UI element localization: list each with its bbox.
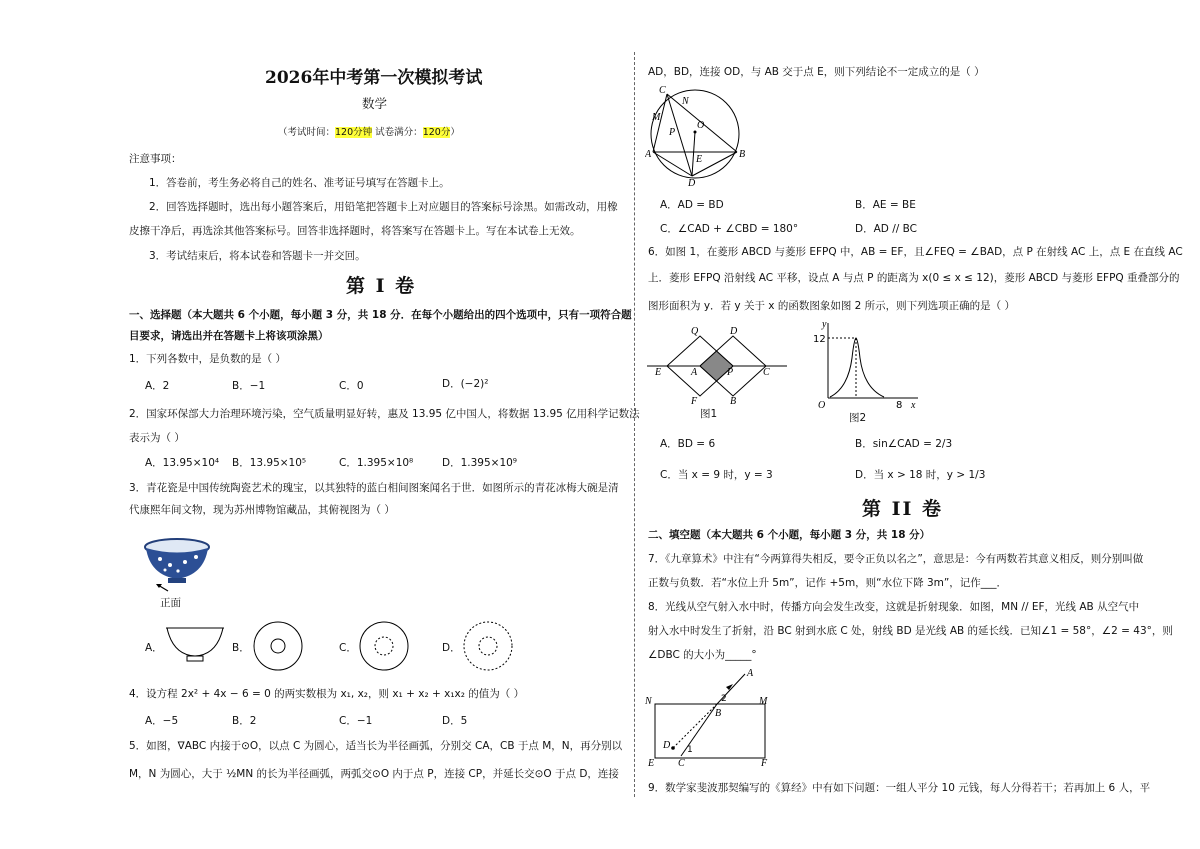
q5-option-a: A．AD = BD [660, 199, 724, 211]
q5-fig-label: E [696, 154, 703, 165]
note-3: 3．考试结束后，将本试卷和答题卡一并交回。 [149, 250, 366, 262]
q9-line1: 9．数学家斐波那契编写的《算经》中有如下问题：一组人平分 10 元钱，每人分得若干；若再加上 6 人，平 [648, 782, 1151, 794]
part2-title: 第 II 卷 [862, 498, 944, 520]
section1-title: 一、选择题（本大题共 6 个小题，每小题 3 分，共 18 分．在每个小题给出的四个选项中，只有一项符合题 [129, 309, 632, 321]
svg-text:B: B [730, 396, 737, 407]
q5-circle-figure [645, 82, 755, 187]
svg-text:12: 12 [813, 334, 826, 345]
note-2-cont: 皮擦干净后，再选涂其他答案标号。回答非选择题时，将答案写在答题卡上。写在本试卷上无效。 [129, 225, 581, 237]
exam-time: 120分钟 [335, 127, 373, 138]
q4-option-d: D．5 [442, 715, 468, 727]
svg-text:F: F [691, 396, 698, 407]
q3-front-label: 正面 [160, 597, 181, 609]
q6-option-a: A．BD = 6 [660, 438, 716, 450]
exam-score: 120分 [422, 127, 451, 138]
svg-text:1: 1 [687, 745, 693, 755]
blue-bowl-image [140, 535, 215, 597]
q7-line1: 7．《九章算术》中注有“今两算得失相反，要令正负以名之”，意思是：今有两数若其意义相反，则分别叫做 [648, 553, 1144, 565]
q5-fig-label: D [688, 178, 696, 187]
q6-line3: 图形面积为 y．若 y 关于 x 的函数图象如图 2 所示，则下列选项正确的是（ ） [648, 300, 1016, 312]
exam-info: （考试时间：120分钟 试卷满分：120分） [278, 127, 460, 138]
q5-fig-label: C [659, 85, 666, 96]
q3-option-a: A． [145, 642, 163, 654]
svg-text:E: E [648, 758, 655, 768]
q5-continued: AD，BD，连接 OD，与 AB 交于点 E，则下列结论不一定成立的是（ ） [648, 66, 985, 78]
svg-text:8: 8 [896, 400, 903, 410]
q1-option-d: D．(−2)² [442, 378, 489, 390]
q6-figure-1 [645, 322, 790, 407]
subject-title: 数学 [362, 96, 388, 111]
q1-stem: 1．下列各数中，是负数的是（ ） [129, 353, 287, 365]
q6-option-d: D．当 x > 18 时，y > 1/3 [855, 469, 986, 481]
q5-option-d: D．AD // BC [855, 223, 917, 235]
q3-stem: 3．青花瓷是中国传统陶瓷艺术的瑰宝，以其独特的蓝白相间图案闻名于世．如图所示的青花冰梅大碗是清 [129, 482, 619, 494]
q5-line2: M，N 为圆心，大于 ½MN 的长为半径画弧，两弧交⊙O 内于点 P，连接 CP，并延长交⊙O 于点 D，连接 [129, 768, 619, 780]
q6-figure-1-caption: 图1 [700, 408, 718, 420]
section1-title-cont: 目要求，请选出并在答题卡上将该项涂黑） [129, 330, 329, 342]
notes-heading: 注意事项： [129, 153, 182, 165]
q1-option-a: A．2 [145, 380, 170, 392]
part1-title: 第 I 卷 [346, 275, 417, 297]
q4-option-a: A．−5 [145, 715, 179, 727]
svg-text:x: x [911, 400, 916, 410]
svg-text:D: D [730, 326, 738, 337]
q1-option-c: C．0 [339, 380, 364, 392]
svg-text:A: A [747, 668, 754, 679]
section2-title: 二、填空题（本大题共 6 个小题，每小题 3 分，共 18 分） [648, 529, 931, 541]
q2-option-d: D．1.395×10⁹ [442, 457, 518, 469]
svg-text:C: C [678, 758, 685, 768]
q4-stem: 4．设方程 2x² + 4x − 6 = 0 的两实数根为 x₁, x₂，则 x₁ + x₂ + x₁x₂ 的值为（ ） [129, 688, 525, 700]
q3-option-d: D． [442, 642, 461, 654]
q6-line2: 上．菱形 EFPQ 沿射线 AC 平移，设点 A 与点 P 的距离为 x(0 ≤ x ≤ 12)，菱形 ABCD 与菱形 EFPQ 重叠部分的 [648, 272, 1180, 284]
q5-option-c: C．∠CAD + ∠CBD = 180° [660, 223, 799, 235]
q5-fig-label: M [652, 112, 661, 123]
svg-text:D: D [663, 740, 671, 751]
note-1: 1．答卷前，考生务必将自己的姓名、准考证号填写在答题卡上。 [149, 177, 450, 189]
q5-fig-label: B [739, 149, 746, 160]
q2-option-b: B．13.95×10⁵ [232, 457, 307, 469]
q2-stem-cont: 表示为（ ） [129, 432, 185, 444]
svg-text:2: 2 [721, 694, 727, 704]
q3-option-c-figure [358, 620, 410, 672]
page-title: 2026年中考第一次模拟考试 [265, 68, 483, 88]
svg-text:N: N [645, 696, 652, 707]
q2-option-a: A．13.95×10⁴ [145, 457, 220, 469]
q5-fig-label: A [645, 149, 652, 160]
q6-option-b: B．sin∠CAD = 2/3 [855, 438, 953, 450]
q7-line2: 正数与负数．若“水位上升 5m”，记作 +5m，则“水位下降 3m”，记作___． [648, 577, 1008, 589]
svg-text:F: F [761, 758, 768, 768]
q8-line2: 射入水中时发生了折射，沿 BC 射到水底 C 处，射线 BD 是光线 AB 的延长线．已知∠1 = 58°，∠2 = 43°，则 [648, 625, 1173, 637]
svg-text:E: E [655, 367, 662, 378]
svg-text:B: B [715, 708, 722, 719]
q8-refraction-figure [645, 668, 775, 768]
q6-figure-2 [808, 318, 923, 410]
q2-option-c: C．1.395×10⁸ [339, 457, 414, 469]
q6-line1: 6．如图 1，在菱形 ABCD 与菱形 EFPQ 中，AB = EF，且∠FEQ = ∠BAD，点 P 在射线 AC 上，点 E 在直线 AC [648, 246, 1183, 258]
svg-text:Q: Q [691, 326, 699, 337]
q3-option-c: C． [339, 642, 357, 654]
note-2: 2．回答选择题时，选出每小题答案后，用铅笔把答题卡上对应题目的答案标号涂黑。如需改动，用橡 [149, 201, 618, 213]
q8-line1: 8．光线从空气射入水中时，传播方向会发生改变，这就是折射现象．如图，MN // EF，光线 AB 从空气中 [648, 601, 1140, 613]
svg-text:O: O [818, 400, 826, 410]
svg-text:y: y [822, 319, 827, 330]
q3-option-b-figure [252, 620, 304, 672]
q3-option-b: B． [232, 642, 250, 654]
q8-line3: ∠DBC 的大小为_____° [648, 649, 757, 661]
q5-fig-label: O [697, 120, 705, 131]
q3-stem-cont: 代康熙年间文物，现为苏州博物馆藏品，其俯视图为（ ） [129, 504, 395, 516]
q5-line1: 5．如图，∇ABC 内接于⊙O，以点 C 为圆心，适当长为半径画弧，分别交 CA，CB 于点 M，N，再分别以 [129, 740, 623, 752]
q5-fig-label: P [669, 127, 676, 138]
q4-option-c: C．−1 [339, 715, 373, 727]
q3-option-a-figure [163, 625, 227, 665]
column-divider [634, 52, 635, 797]
q1-option-b: B．−1 [232, 380, 266, 392]
q3-option-d-figure [462, 620, 514, 672]
svg-text:M: M [759, 696, 768, 707]
svg-text:P: P [727, 367, 734, 378]
q6-figure-2-caption: 图2 [849, 412, 867, 424]
svg-text:C: C [763, 367, 770, 378]
q4-option-b: B．2 [232, 715, 257, 727]
q6-option-c: C．当 x = 9 时，y = 3 [660, 469, 773, 481]
q5-fig-label: N [682, 96, 689, 107]
q2-stem: 2．国家环保部大力治理环境污染，空气质量明显好转，惠及 13.95 亿中国人，将数据 13.95 亿用科学记数法 [129, 408, 640, 420]
q5-option-b: B．AE = BE [855, 199, 916, 211]
svg-text:A: A [691, 367, 698, 378]
